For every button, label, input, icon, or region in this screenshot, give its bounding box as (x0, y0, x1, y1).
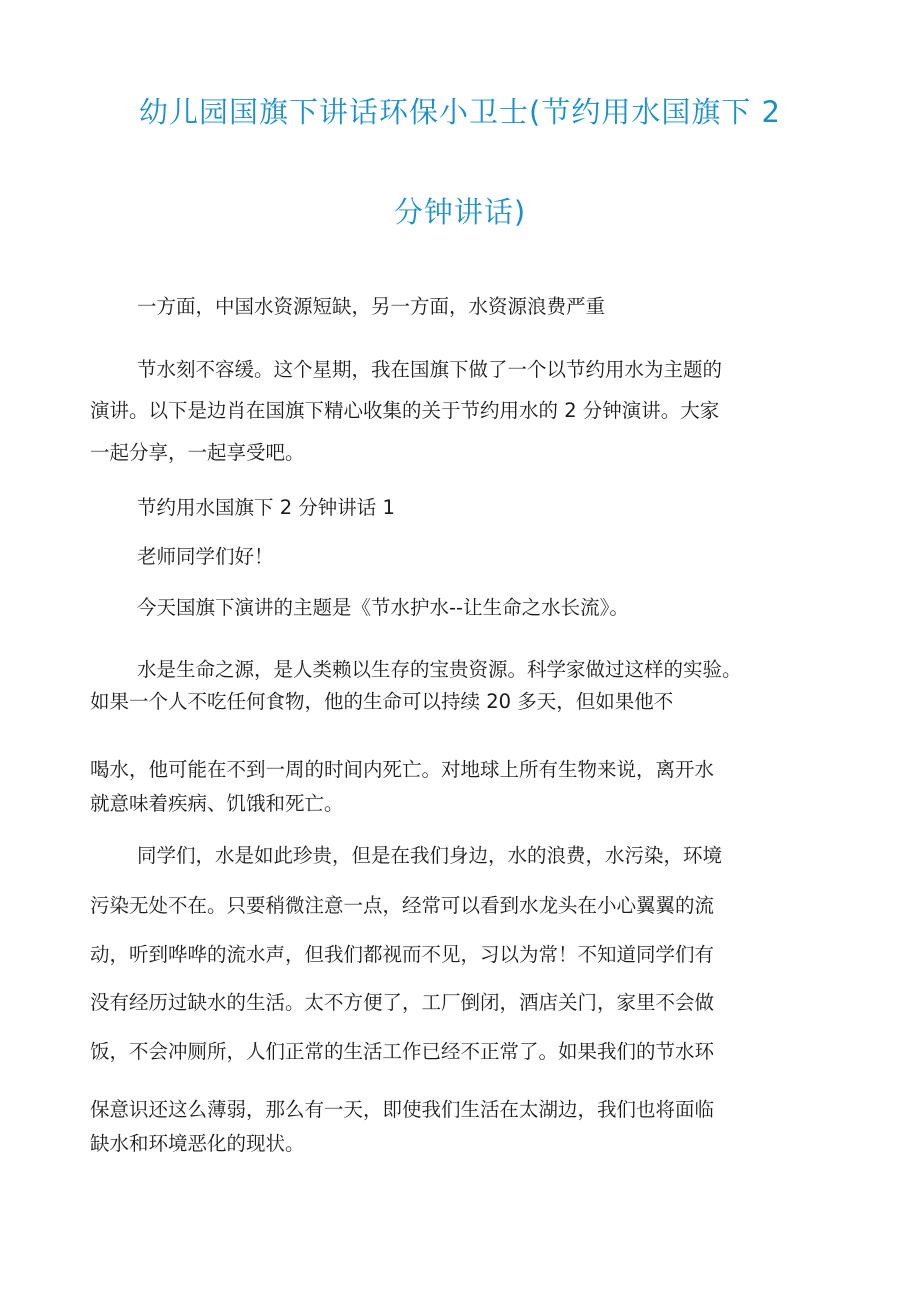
text-line-18: 缺水和环境恶化的现状。 (90, 1132, 305, 1155)
text-line-1: 一方面，中国水资源短缺，另一方面，水资源浪费严重 (137, 295, 606, 318)
text-line-12: 同学们，水是如此珍贵，但是在我们身边，水的浪费，水污染，环境 (137, 844, 723, 867)
text-line-10: 喝水，他可能在不到一周的时间内死亡。对地球上所有生物来说，离开水 (90, 758, 715, 781)
document-title-line-1: 幼儿园国旗下讲话环保小卫士(节约用水国旗下 2 (139, 95, 781, 129)
text-line-4: 一起分享，一起享受吧。 (90, 441, 305, 464)
document-title-line-2: 分钟讲话) (393, 195, 527, 229)
text-line-3: 演讲。以下是边肖在国旗下精心收集的关于节约用水的 2 分钟演讲。大家 (90, 399, 720, 422)
text-line-8: 水是生命之源，是人类赖以生存的宝贵资源。科学家做过这样的实验。 (137, 658, 742, 681)
text-line-15: 没有经历过缺水的生活。太不方便了，工厂倒闭，酒店关门，家里不会做 (90, 991, 715, 1014)
text-line-13: 污染无处不在。只要稍微注意一点，经常可以看到水龙头在小心翼翼的流 (90, 894, 715, 917)
text-line-6: 老师同学们好！ (137, 545, 274, 568)
text-line-2: 节水刻不容缓。这个星期，我在国旗下做了一个以节约用水为主题的 (137, 358, 723, 381)
text-line-17: 保意识还这么薄弱，那么有一天，即使我们生活在太湖边，我们也将面临 (90, 1098, 715, 1121)
text-line-11: 就意味着疾病、饥饿和死亡。 (90, 792, 344, 815)
text-line-7: 今天国旗下演讲的主题是《节水护水--让生命之水长流》。 (137, 596, 629, 619)
text-line-5: 节约用水国旗下 2 分钟讲话 1 (137, 496, 395, 519)
text-line-9: 如果一个人不吃任何食物，他的生命可以持续 20 多天，但如果他不 (90, 690, 674, 713)
text-line-14: 动，听到哗哗的流水声，但我们都视而不见，习以为常！不知道同学们有 (90, 943, 715, 966)
text-line-16: 饭，不会冲厕所，人们正常的生活工作已经不正常了。如果我们的节水环 (90, 1040, 715, 1063)
